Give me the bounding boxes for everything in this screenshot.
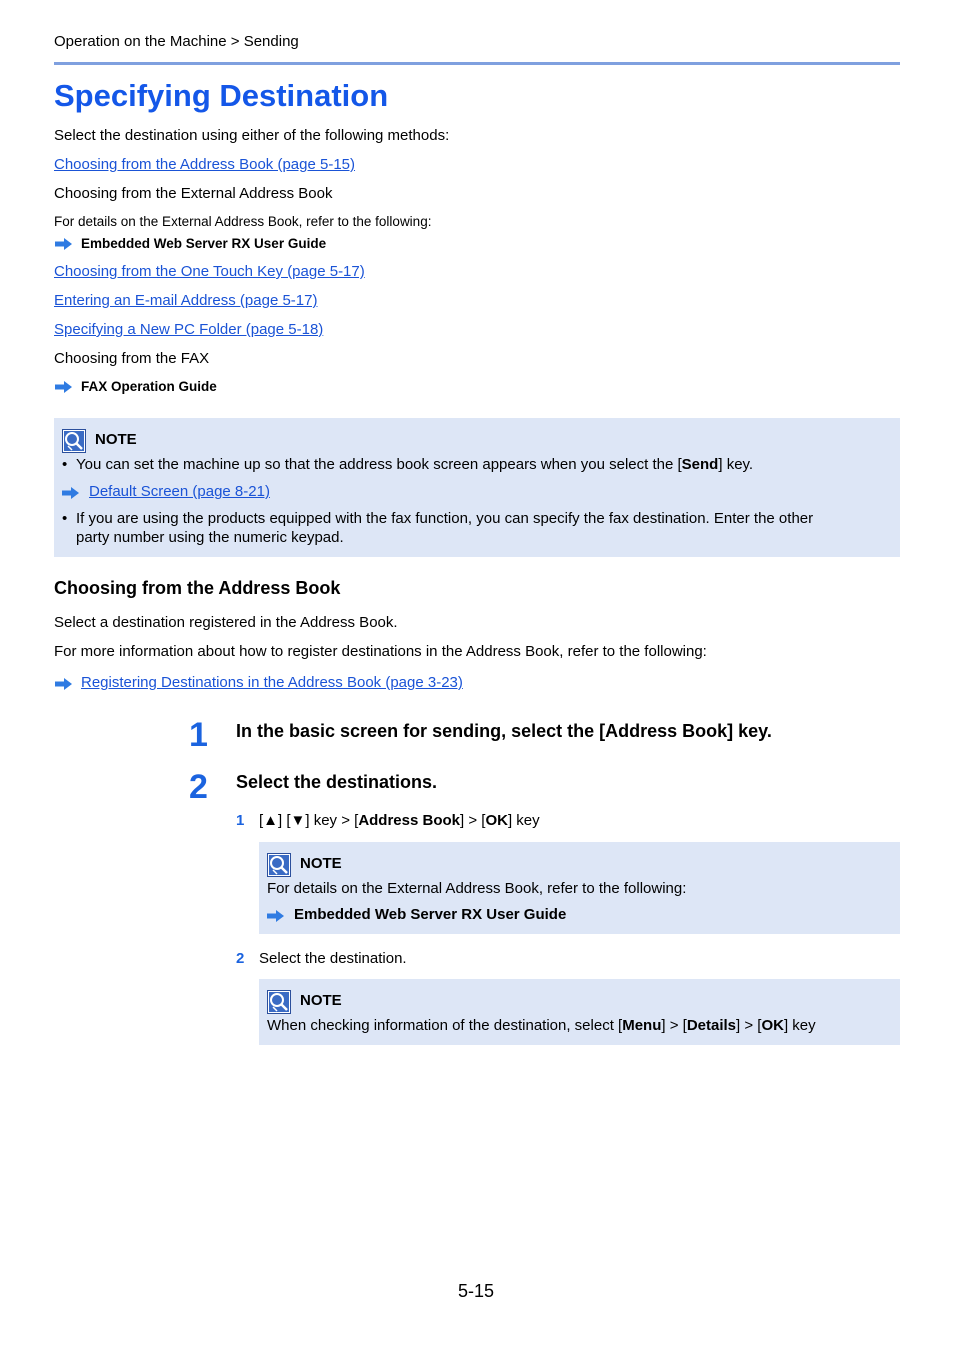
- note-heading: NOTE: [300, 855, 342, 872]
- note-heading: NOTE: [95, 431, 137, 448]
- step-1-text: In the basic screen for sending, select the [Address Book] key.: [236, 721, 772, 741]
- arrow-icon: [55, 238, 72, 250]
- note-icon: [62, 429, 86, 453]
- register-destinations-link[interactable]: Registering Destinations in the Address Book (page 3-23): [81, 674, 463, 691]
- pc-folder-link[interactable]: Specifying a New PC Folder (page 5-18): [54, 321, 324, 338]
- fax-guide-ref: FAX Operation Guide: [81, 379, 217, 394]
- substep-number: 2: [236, 950, 245, 967]
- arrow-icon: [55, 381, 72, 393]
- intro-text: Select the destination using either of the following methods:: [54, 127, 450, 144]
- header-rule: [54, 62, 900, 65]
- bullet-icon: •: [62, 456, 68, 473]
- note-heading: NOTE: [300, 992, 342, 1009]
- substep-2-text: Select the destination.: [259, 950, 407, 967]
- note-text: When checking information of the destination, select [Menu] > [Details] > [OK] key: [267, 1017, 816, 1034]
- section-para-2: For more information about how to register destinations in the Address Book, refer to the following:: [54, 643, 707, 660]
- external-address-book-text: Choosing from the External Address Book: [54, 185, 333, 202]
- section-para-1: Select a destination registered in the Address Book.: [54, 614, 398, 631]
- default-screen-link[interactable]: Default Screen (page 8-21): [89, 483, 270, 500]
- fax-text: Choosing from the FAX: [54, 350, 210, 367]
- arrow-icon: [55, 678, 72, 690]
- note-icon: [267, 990, 291, 1014]
- arrow-icon: [62, 487, 79, 499]
- email-address-link[interactable]: Entering an E-mail Address (page 5-17): [54, 292, 318, 309]
- step-number: 2: [189, 768, 208, 806]
- note-box: [259, 979, 900, 1045]
- note-bullet-2-line-1: If you are using the products equipped with the fax function, you can specify the fax destination. Enter the other: [76, 510, 814, 527]
- note-icon: [267, 853, 291, 877]
- one-touch-key-link[interactable]: Choosing from the One Touch Key (page 5-17): [54, 263, 365, 280]
- ews-guide-ref: Embedded Web Server RX User Guide: [81, 236, 327, 251]
- note-bullet-2-line-2: party number using the numeric keypad.: [76, 529, 344, 546]
- substep-number: 1: [236, 812, 245, 829]
- substep-1-text: [▲] [▼] key > [Address Book] > [OK] key: [259, 812, 540, 829]
- arrow-icon: [267, 910, 284, 922]
- breadcrumb: Operation on the Machine > Sending: [54, 33, 299, 50]
- address-book-link[interactable]: Choosing from the Address Book (page 5-15): [54, 156, 356, 173]
- external-details-text: For details on the External Address Book, refer to the following:: [54, 214, 432, 229]
- step-2-text: Select the destinations.: [236, 772, 438, 792]
- bullet-icon: •: [62, 510, 68, 527]
- page-title: Specifying Destination: [54, 78, 389, 113]
- section-heading: Choosing from the Address Book: [54, 578, 341, 598]
- ews-guide-ref: Embedded Web Server RX User Guide: [294, 906, 567, 923]
- note-bullet-1: You can set the machine up so that the address book screen appears when you select the [Send] key.: [76, 456, 754, 473]
- step-number: 1: [189, 716, 208, 754]
- note-text: For details on the External Address Book, refer to the following:: [267, 880, 687, 897]
- page-number: 5-15: [458, 1281, 495, 1301]
